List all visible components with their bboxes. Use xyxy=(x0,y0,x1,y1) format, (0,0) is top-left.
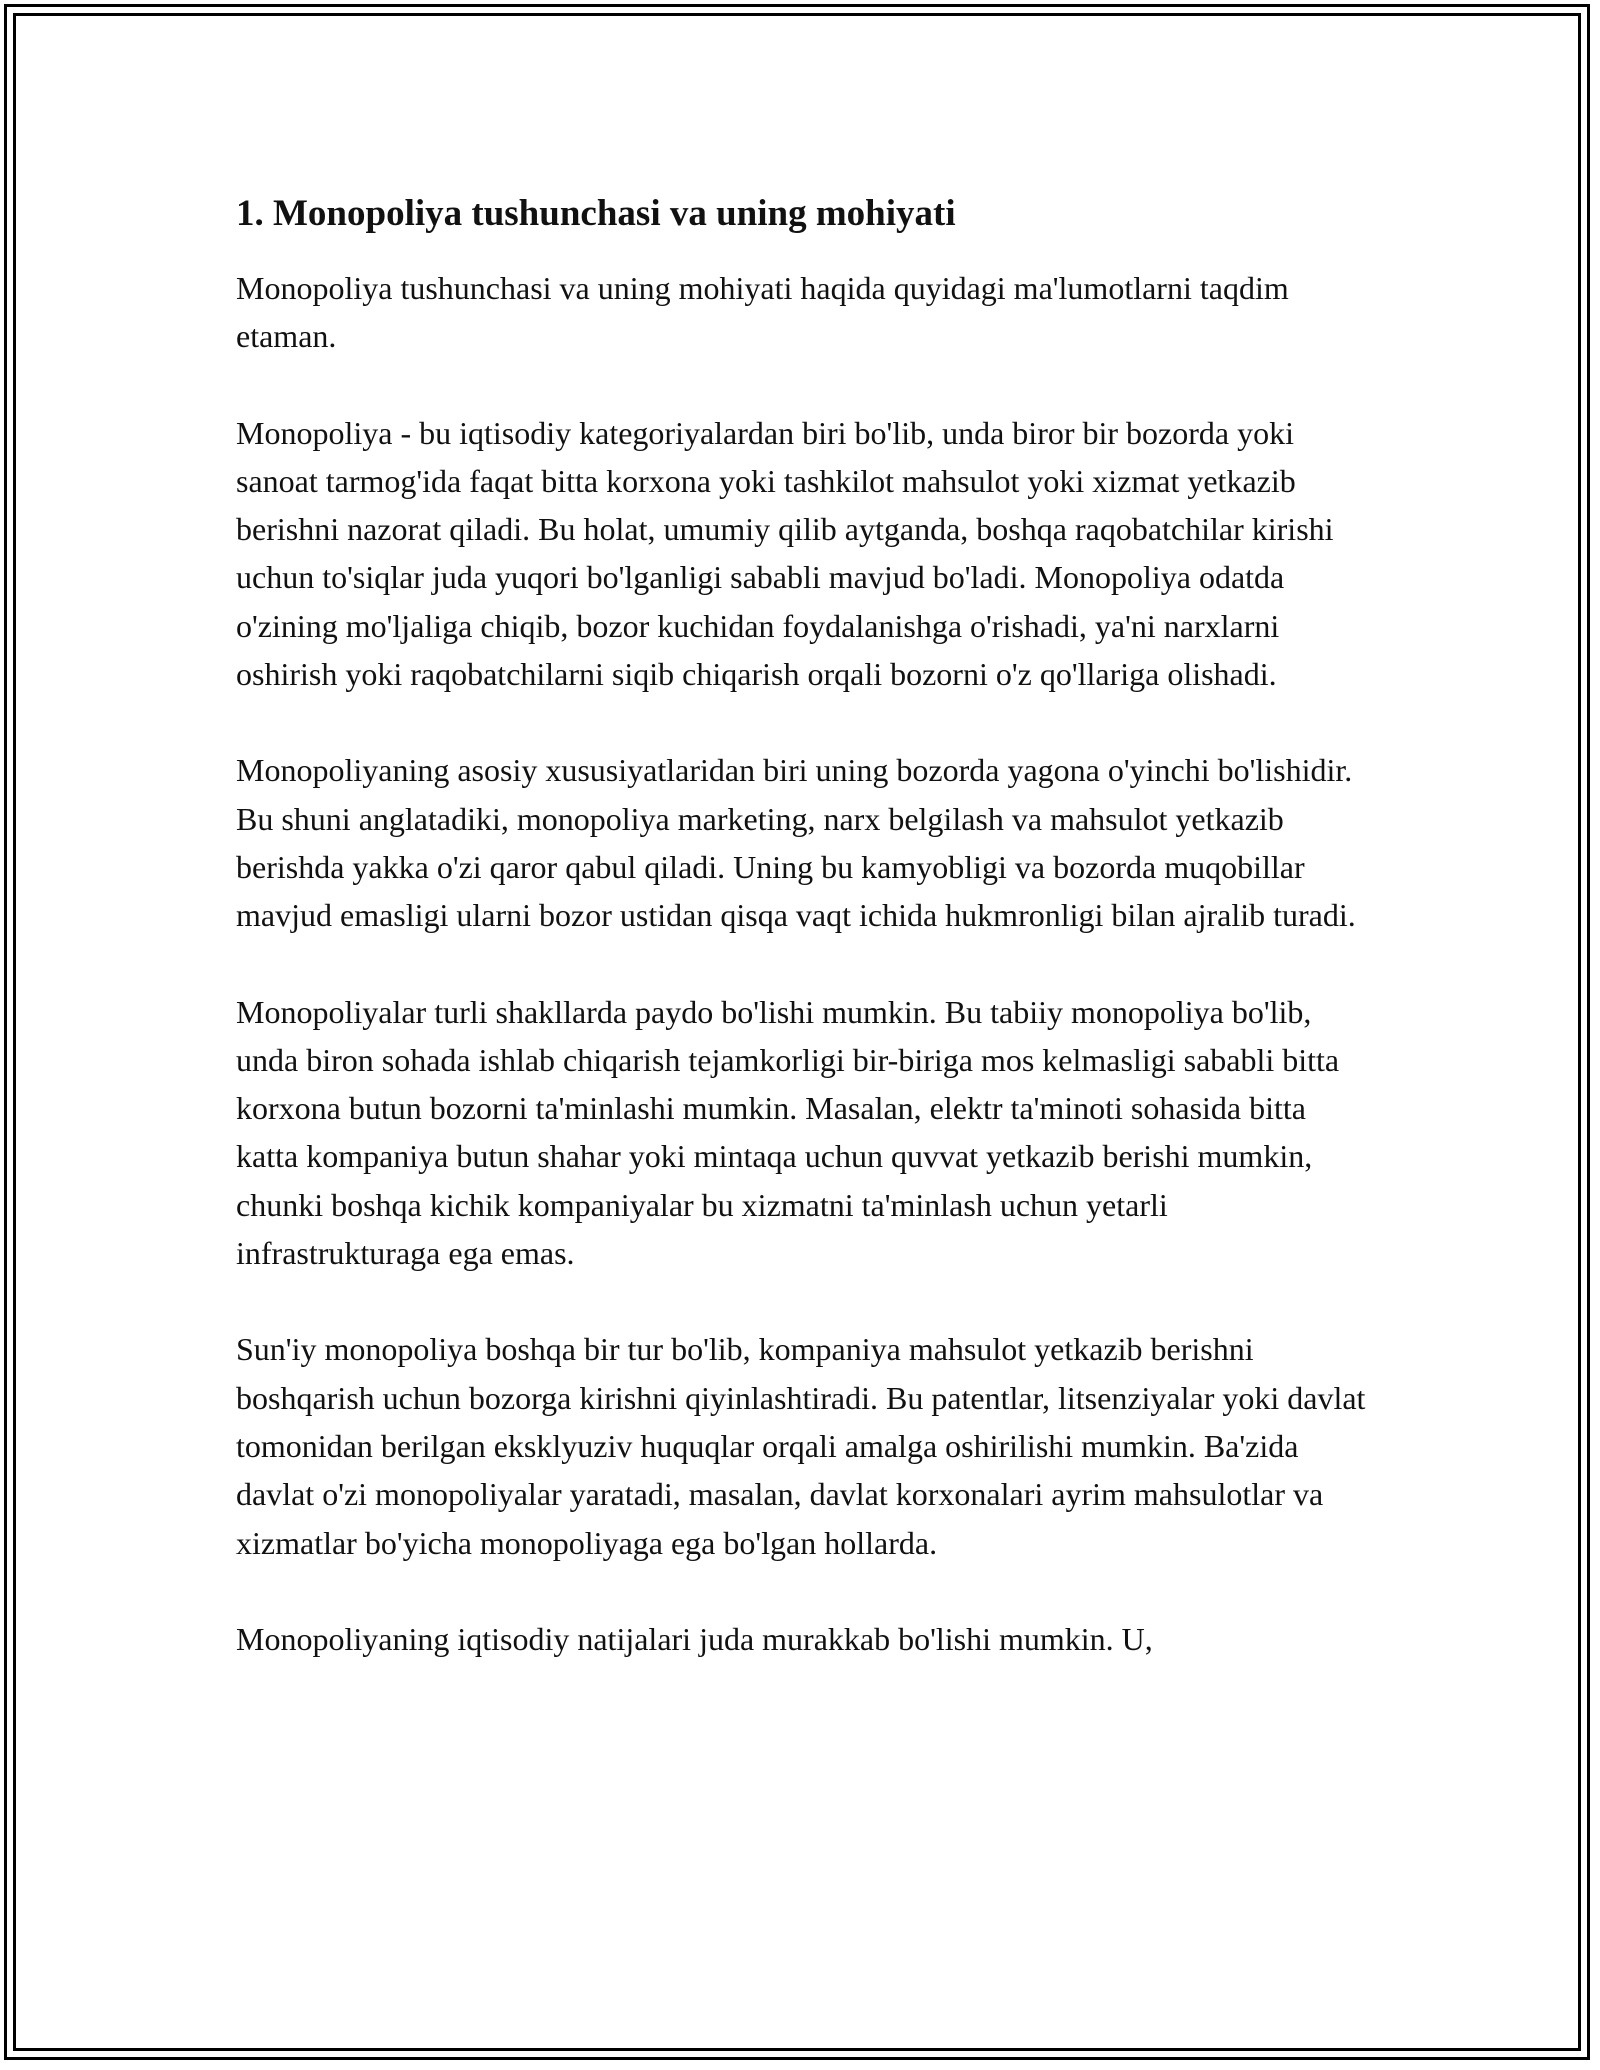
paragraph-intro: Monopoliya tushunchasi va uning mohiyati haqida quyidagi ma'lumotlarni taqdim etaman. xyxy=(236,270,1289,355)
section-title: 1. Monopoliya tushunchasi va uning mohiyati xyxy=(236,193,956,234)
paragraph-artificial-monopoly: Sun'iy monopoliya boshqa bir tur bo'lib, kompaniya mahsulot yetkazib berishni boshqarish uchun bozorga kirishni qiyinlashtiradi. Bu patentlar, litsenziyalar yoki davlat tomonidan berilgan eksklyuziv huquqlar orqali amalga oshirilishi mumkin. Ba'zida davlat o'zi monopoliyalar yaratadi, masalan, davlat korxonalari ayrim mahsulotlar va xizmatlar bo'yicha monopoliyaga ega bo'lgan hollarda. xyxy=(236,1331,1366,1561)
document-body xyxy=(236,186,1376,1711)
paragraph-natural-monopoly: Monopoliyalar turli shakllarda paydo bo'lishi mumkin. Bu tabiiy monopoliya bo'lib, unda biron sohada ishlab chiqarish tejamkorligi bir-biriga mos kelmasligi sababli bitta korxona butun bozorni ta'minlashi mumkin. Masalan, elektr ta'minoti sohasida bitta katta kompaniya butun shahar yoki mintaqa uchun quvvat yetkazib berishi mumkin, chunki boshqa kichik kompaniyalar bu xizmatni ta'minlash uchun yetarli infrastrukturaga ega emas. xyxy=(236,993,1340,1272)
paragraph-economic-results: Monopoliyaning iqtisodiy natijalari juda murakkab bo'lishi mumkin. U, xyxy=(236,1620,1153,1657)
paragraph-definition: Monopoliya - bu iqtisodiy kategoriyalardan biri bo'lib, unda biror bir bozorda yoki sanoat tarmog'ida faqat bitta korxona yoki tashkilot mahsulot yoki xizmat yetkazib berishni nazorat qiladi. Bu holat, umumiy qilib aytganda, boshqa raqobatchilar kirishi uchun to'siqlar juda yuqori bo'lganligi sababli mavjud bo'ladi. Monopoliya odatda o'zining mo'ljaliga chiqib, bozor kuchidan foydalanishga o'rishadi, ya'ni narxlarni oshirish yoki raqobatchilarni siqib chiqarish orqali bozorni o'z qo'llariga olishadi. xyxy=(236,414,1334,693)
paragraph-features: Monopoliyaning asosiy xususiyatlaridan biri uning bozorda yagona o'yinchi bo'lishidir. Bu shuni anglatadiki, monopoliya marketing, narx belgilash va mahsulot yetkazib berishda yakka o'zi qaror qabul qiladi. Uning bu kamyobligi va bozorda muqobillar mavjud emasligi ularni bozor ustidan qisqa vaqt ichida hukmronligi bilan ajralib turadi. xyxy=(236,752,1356,934)
